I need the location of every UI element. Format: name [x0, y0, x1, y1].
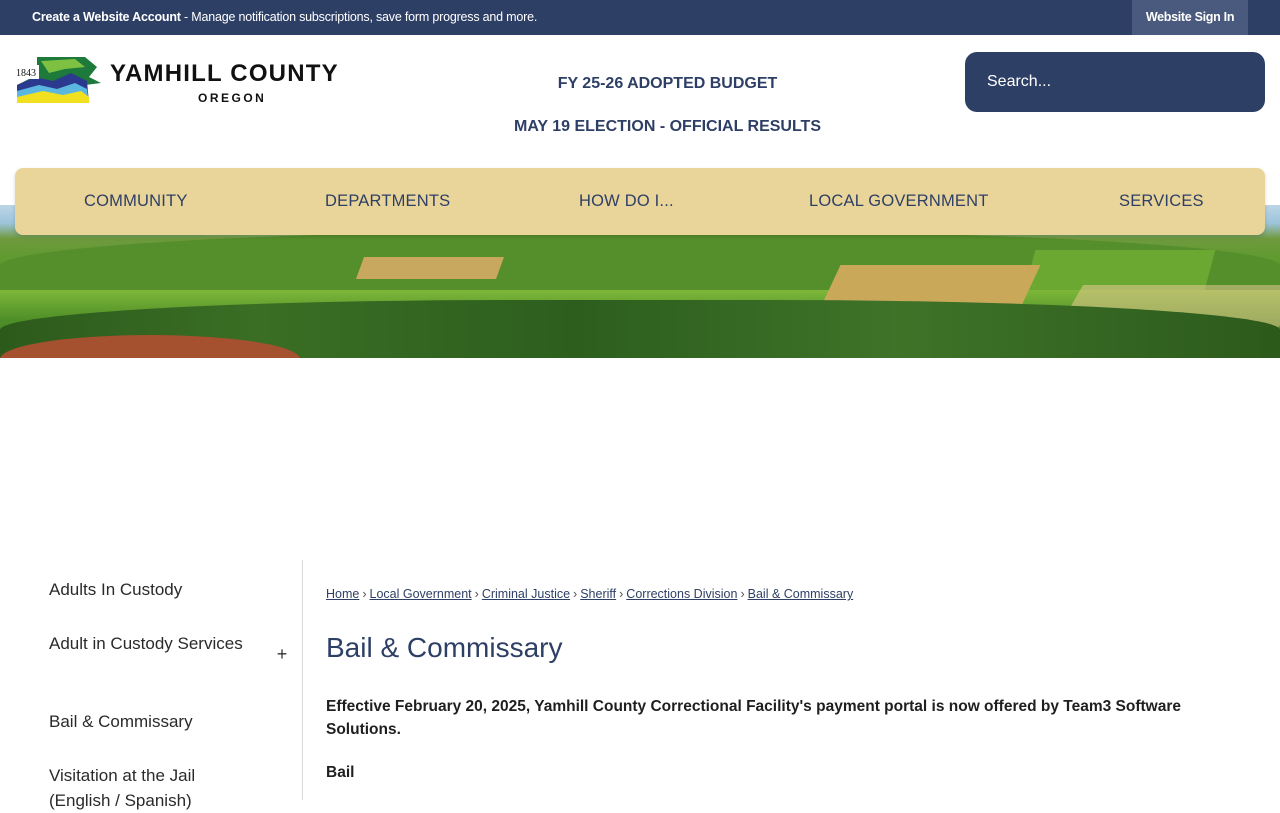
- page-title: Bail & Commissary: [326, 632, 563, 663]
- sidebar-item-visitation[interactable]: Visitation at the Jail (English / Spanish): [49, 766, 196, 810]
- svg-text:1843: 1843: [16, 68, 36, 79]
- sidebar-menu: [0, 560, 303, 810]
- bail-heading: Bail: [326, 764, 355, 781]
- breadcrumb: Home › Local Government › Criminal Justice › Sheriff › Corrections Division › Bail & Commissary: [326, 587, 854, 601]
- nav-how-do-i[interactable]: HOW DO I...: [579, 192, 674, 210]
- account-message: [32, 10, 537, 24]
- election-results-link[interactable]: MAY 19 ELECTION - OFFICIAL RESULTS: [514, 118, 821, 135]
- breadcrumb-sheriff[interactable]: Sheriff: [580, 587, 617, 601]
- breadcrumb-local-government[interactable]: Local Government: [369, 587, 472, 601]
- county-logo[interactable]: [15, 55, 360, 110]
- nav-departments[interactable]: DEPARTMENTS: [325, 192, 451, 210]
- nav-community[interactable]: COMMUNITY: [84, 192, 188, 210]
- budget-link[interactable]: FY 25-26 ADOPTED BUDGET: [557, 75, 778, 92]
- account-description: - Manage notification subscriptions, save form progress and more.: [180, 10, 538, 24]
- top-bar: [0, 0, 1280, 35]
- county-name: YAMHILL COUNTY: [110, 60, 339, 87]
- expand-submenu-button[interactable]: +: [276, 644, 288, 664]
- nav-local-government[interactable]: LOCAL GOVERNMENT: [809, 192, 989, 210]
- county-map-logo-icon: [15, 55, 105, 107]
- sidebar-item-bail-commissary[interactable]: Bail & Commissary: [49, 712, 193, 731]
- breadcrumb-bail-commissary[interactable]: Bail & Commissary: [747, 587, 854, 601]
- main-navigation: [15, 168, 1265, 235]
- search-box: [965, 52, 1265, 112]
- breadcrumb-corrections-division[interactable]: Corrections Division: [626, 587, 738, 601]
- sidebar-item-adults-in-custody[interactable]: Adults In Custody: [49, 580, 183, 599]
- sidebar-item-adult-in-custody-services[interactable]: Adult in Custody Services: [49, 634, 243, 653]
- breadcrumb-criminal-justice[interactable]: Criminal Justice: [481, 587, 571, 601]
- create-account-link[interactable]: Create a Website Account: [32, 10, 181, 24]
- breadcrumb-home[interactable]: Home: [326, 587, 360, 601]
- payment-portal-notice: Effective February 20, 2025, Yamhill County Correctional Facility's payment portal is now offered by Team3 Software Solutions.: [326, 698, 1182, 738]
- state-name: OREGON: [198, 91, 267, 105]
- website-sign-in-button[interactable]: Website Sign In: [1132, 0, 1248, 35]
- search-input[interactable]: [987, 70, 1207, 94]
- nav-services[interactable]: SERVICES: [1119, 192, 1204, 210]
